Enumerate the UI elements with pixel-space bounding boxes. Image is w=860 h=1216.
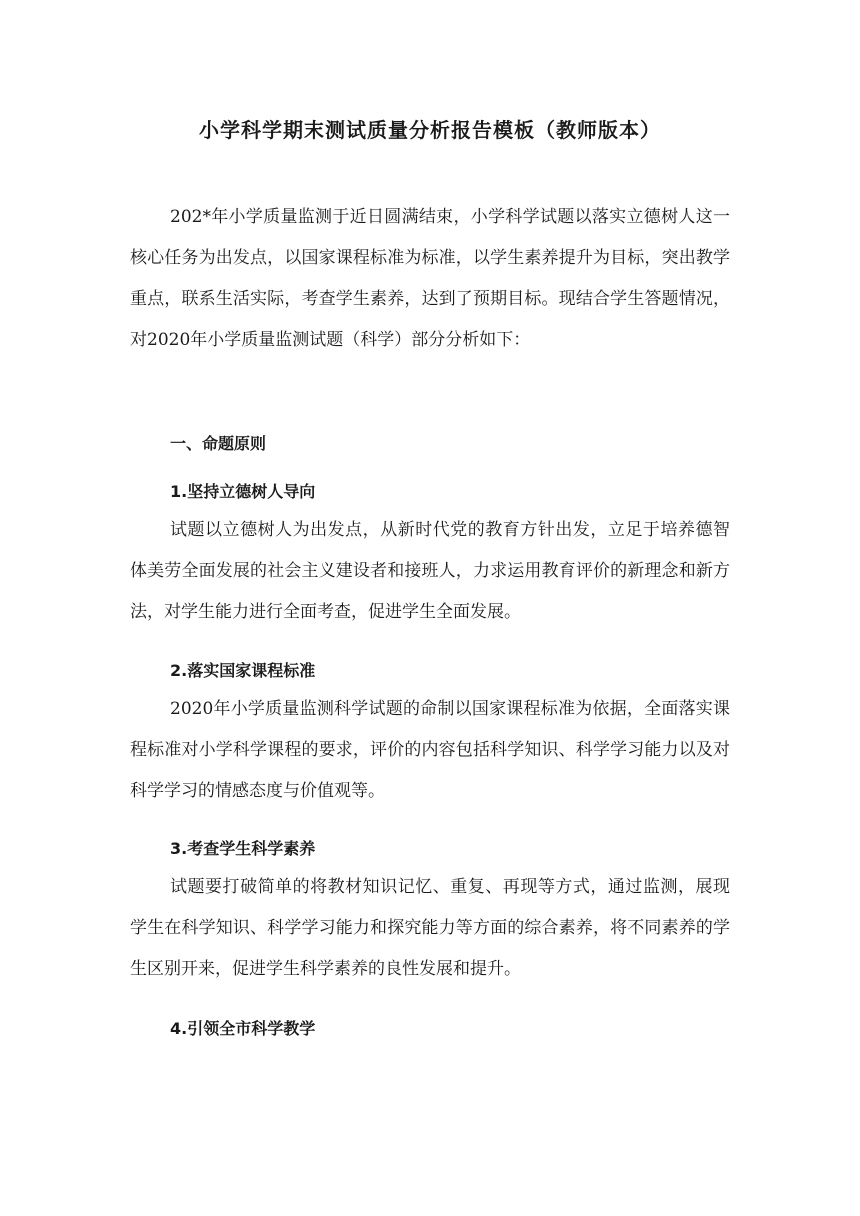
- intro-paragraph: 202*年小学质量监测于近日圆满结束，小学科学试题以落实立德树人这一核心任务为出发点，以国家课程标准为标准，以学生素养提升为目标，突出教学重点，联系生活实际，考查学生素养，达到了预期目标。现结合学生答题情况，对2020年小学质量监测试题（科学）部分分析如下：: [130, 207, 730, 350]
- item-heading-2: 2.落实国家课程标准: [170, 661, 316, 680]
- item-heading-4: 4.引领全市科学教学: [170, 1019, 316, 1038]
- item-paragraph-2: 2020年小学质量监测科学试题的命制以国家课程标准为依据，全面落实课程标准对小学科学课程的要求，评价的内容包括科学知识、科学学习能力以及对科学学习的情感态度与价值观等。: [130, 699, 730, 801]
- section-heading-principles: 一、命题原则: [170, 434, 267, 453]
- item-heading-1: 1.坚持立德树人导向: [170, 482, 316, 501]
- item-heading-3: 3.考查学生科学素养: [170, 839, 316, 858]
- item-paragraph-3: 试题要打破简单的将教材知识记忆、重复、再现等方式，通过监测，展现学生在科学知识、科学学习能力和探究能力等方面的综合素养，将不同素养的学生区别开来，促进学生科学素养的良性发展和提升。: [130, 877, 730, 979]
- document-title: 小学科学期末测试质量分析报告模板（教师版本）: [199, 118, 661, 142]
- item-paragraph-1: 试题以立德树人为出发点，从新时代党的教育方针出发，立足于培养德智体美劳全面发展的社会主义建设者和接班人，力求运用教育评价的新理念和新方法，对学生能力进行全面考查，促进学生全面发展。: [130, 520, 730, 622]
